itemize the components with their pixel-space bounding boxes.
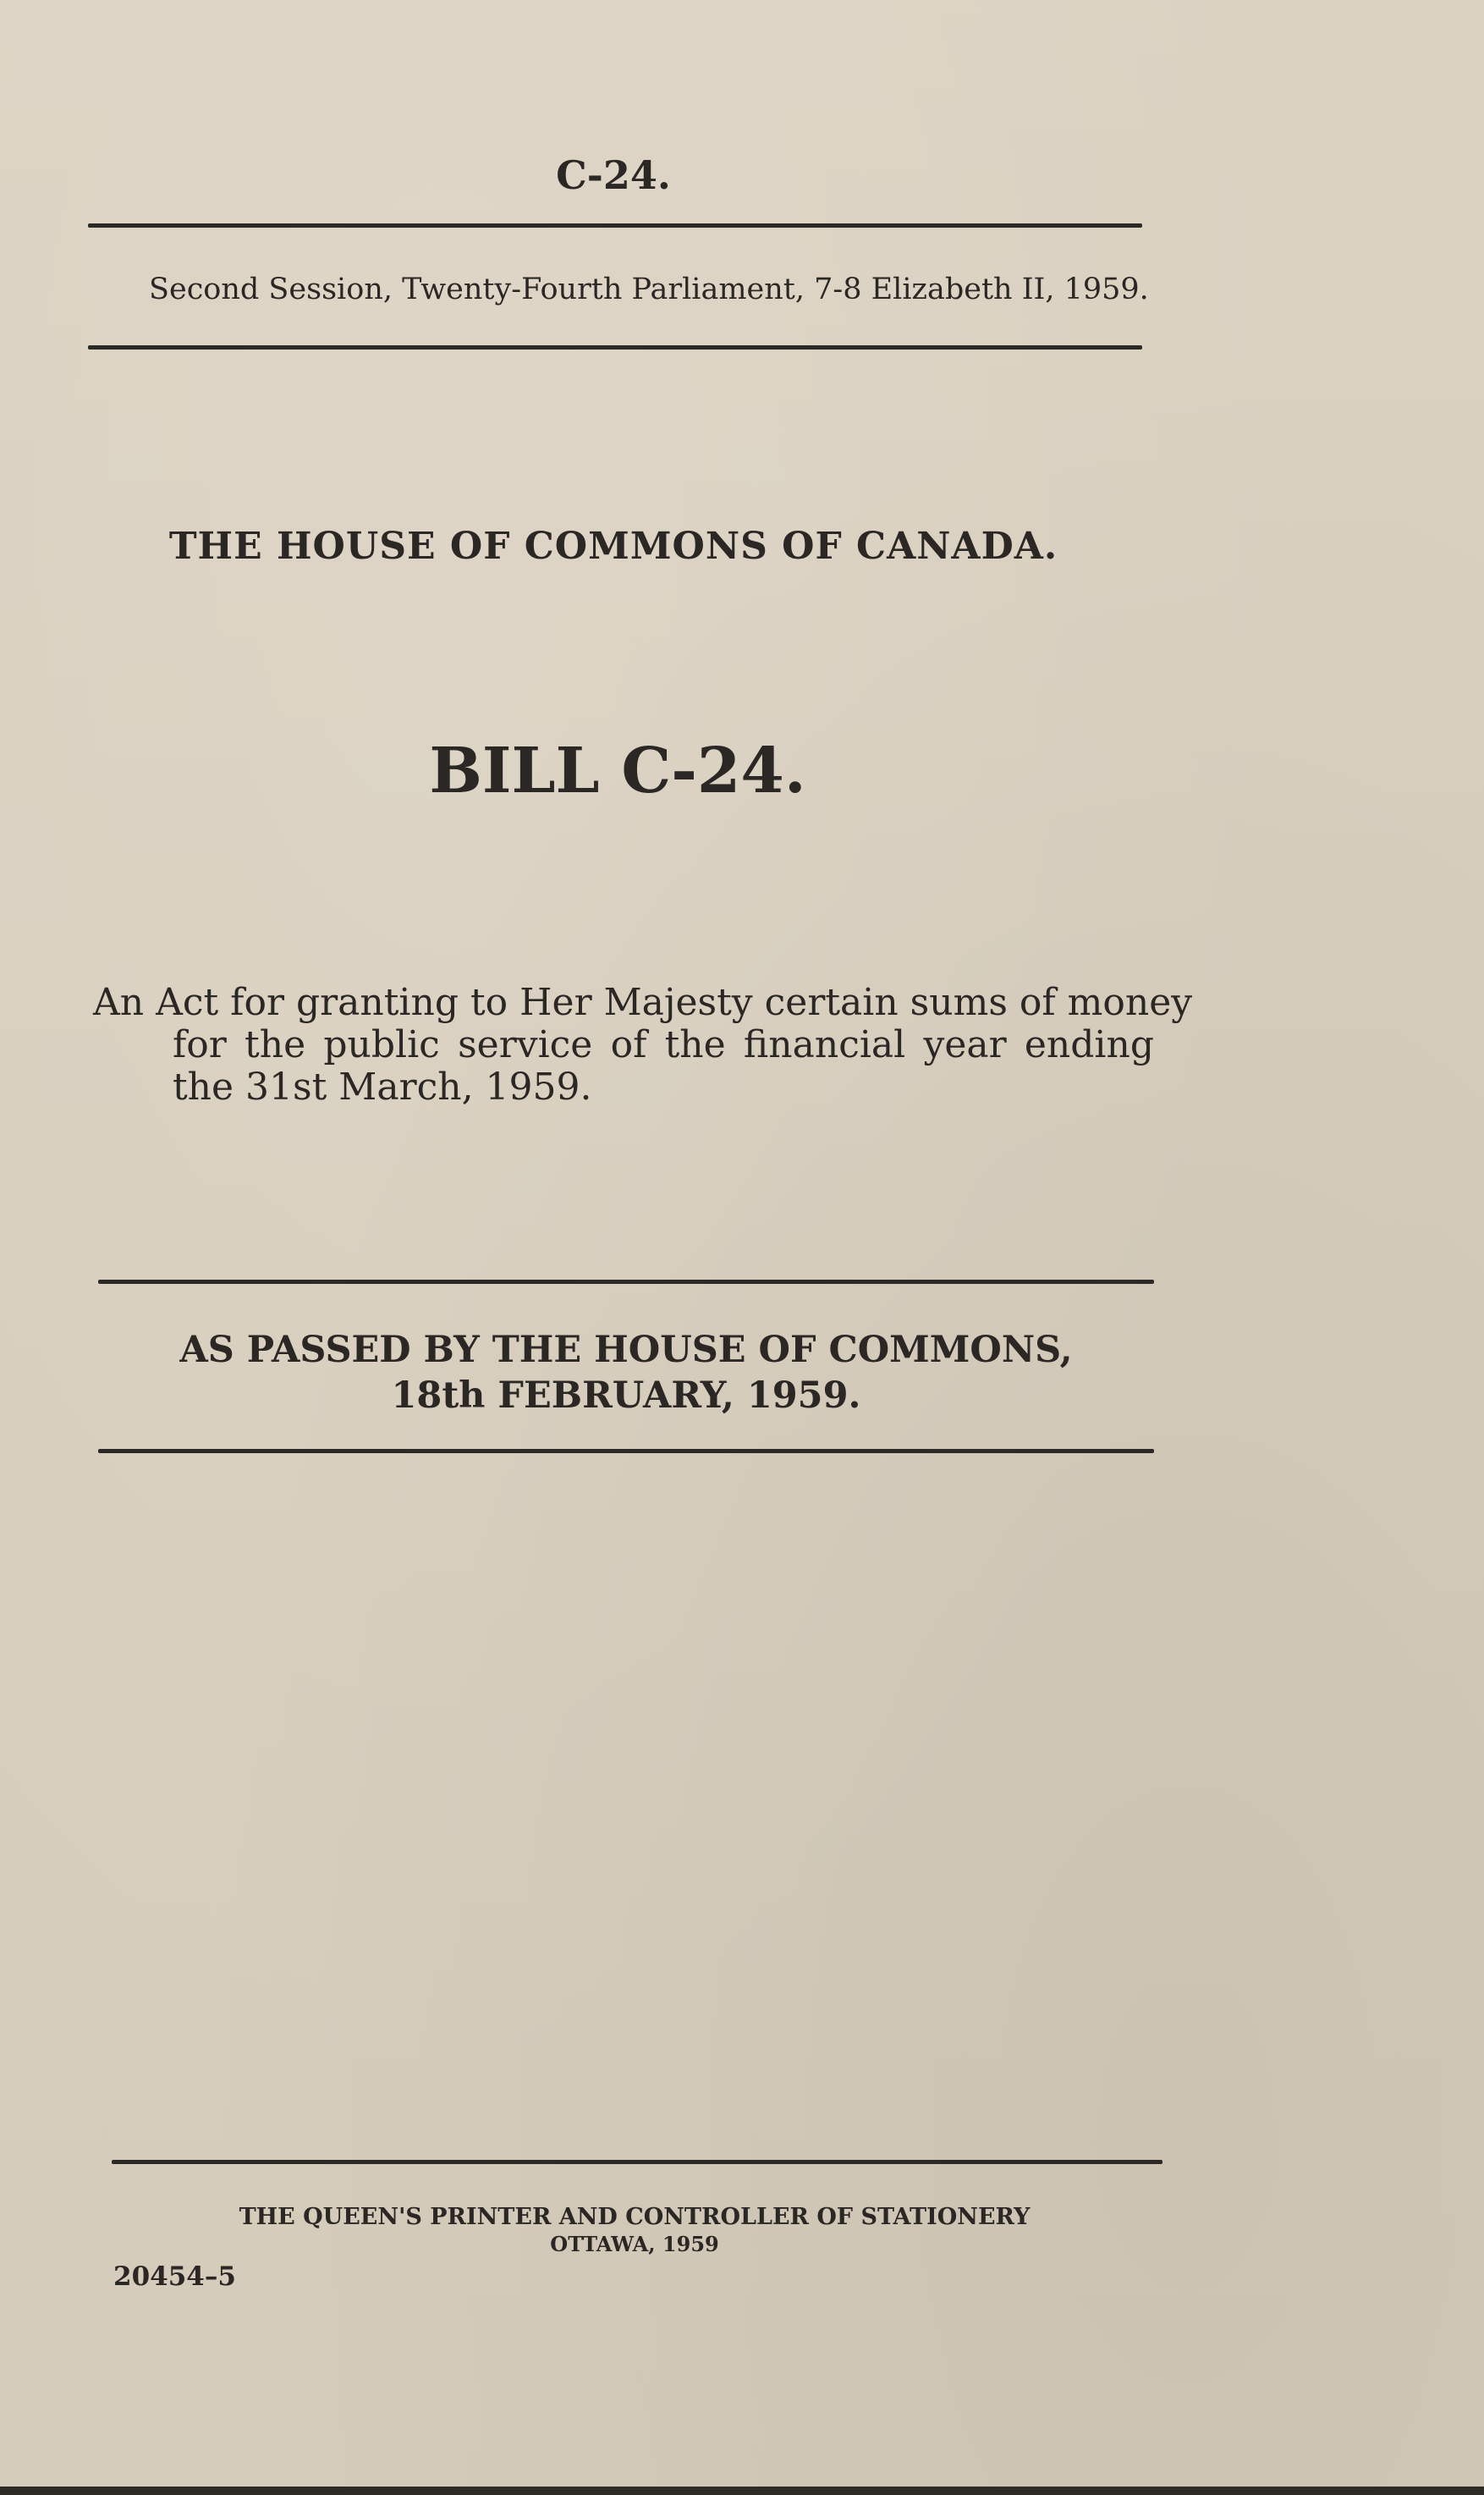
header-rule-top — [88, 223, 1142, 228]
printer-imprint — [0, 2204, 1269, 2258]
act-line: for the public service of the financial year ending — [173, 1023, 1154, 1066]
passed-statement — [0, 1327, 1252, 1418]
printer-name: THE QUEEN'S PRINTER AND CONTROLLER OF STATIONERY — [239, 2204, 1031, 2230]
header-bill-code: C-24. — [556, 152, 671, 198]
act-description — [93, 981, 1193, 1109]
act-line: An Act for granting to Her Majesty certain sums of money — [93, 981, 1193, 1024]
bill-title: BILL C-24. — [429, 735, 806, 807]
passed-line: AS PASSED BY THE HOUSE OF COMMONS, — [179, 1329, 1073, 1371]
session-line: Second Session, Twenty-Fourth Parliament, 7-8 Elizabeth II, 1959. — [149, 273, 1149, 306]
print-number: 20454–5 — [113, 2261, 236, 2292]
passed-rule-bottom — [98, 1449, 1154, 1453]
page-bottom-edge — [0, 2487, 1484, 2495]
act-line: the 31st March, 1959. — [173, 1066, 592, 1109]
printer-place: OTTAWA, 1959 — [550, 2232, 719, 2256]
header-rule-bottom — [88, 345, 1142, 350]
house-heading: THE HOUSE OF COMMONS OF CANADA. — [168, 525, 1058, 568]
passed-date: 18th FEBRUARY, 1959. — [391, 1374, 861, 1417]
footer-rule — [112, 2160, 1162, 2164]
passed-rule-top — [98, 1280, 1154, 1284]
